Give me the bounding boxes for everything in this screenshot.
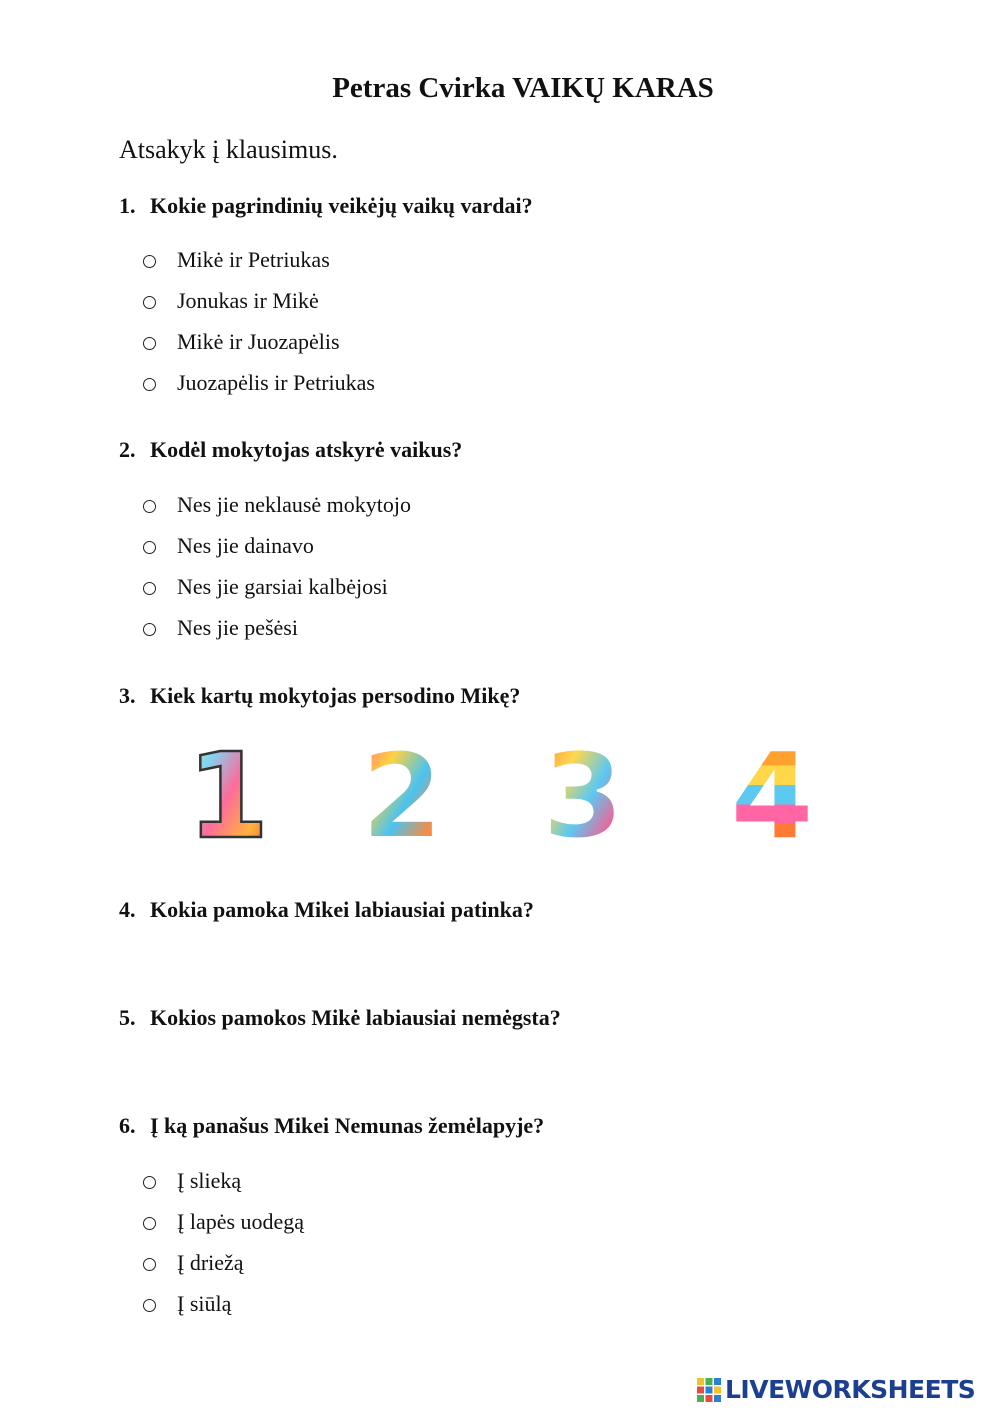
radio-circle-icon[interactable] <box>143 1217 156 1230</box>
radio-circle-icon[interactable] <box>143 541 156 554</box>
option-label: Juozapėlis ir Petriukas <box>177 370 375 395</box>
liveworksheets-logo-icon <box>696 1377 722 1403</box>
question-2-options <box>143 484 411 648</box>
logo-text: LIVEWORKSHEETS <box>725 1375 976 1404</box>
answer-option[interactable] <box>143 1201 304 1242</box>
radio-circle-icon[interactable] <box>143 1299 156 1312</box>
digit-2-option[interactable] <box>347 725 457 855</box>
question-number: 1. <box>119 193 136 218</box>
question-4 <box>119 897 534 923</box>
answer-option[interactable] <box>143 1242 304 1283</box>
option-label: Nes jie neklausė mokytojo <box>177 492 412 517</box>
question-6-options <box>143 1160 304 1324</box>
question-number: 3. <box>119 683 136 708</box>
radio-circle-icon[interactable] <box>143 1258 156 1271</box>
radio-circle-icon[interactable] <box>143 582 156 595</box>
question-text: Į ką panašus Mikei Nemunas žemėlapyje? <box>150 1113 545 1138</box>
answer-option[interactable] <box>143 607 411 648</box>
question-number: 2. <box>119 437 136 462</box>
option-label: Į driežą <box>177 1250 244 1275</box>
question-text: Kiek kartų mokytojas persodino Mikę? <box>150 683 521 708</box>
radio-circle-icon[interactable] <box>143 337 156 350</box>
question-2 <box>119 437 462 463</box>
digit-label: 4 <box>730 727 814 855</box>
liveworksheets-logo <box>696 1375 975 1404</box>
digit-3-option[interactable] <box>528 725 638 855</box>
radio-circle-icon[interactable] <box>143 255 156 268</box>
question-text: Kokie pagrindinių veikėjų vaikų vardai? <box>150 193 533 218</box>
answer-option[interactable] <box>143 525 411 566</box>
radio-circle-icon[interactable] <box>143 500 156 513</box>
radio-circle-icon[interactable] <box>143 1176 156 1189</box>
answer-option[interactable] <box>143 362 375 403</box>
digit-4-option[interactable] <box>717 725 827 855</box>
answer-option[interactable] <box>143 1160 304 1201</box>
radio-circle-icon[interactable] <box>143 623 156 636</box>
digit-1-option[interactable] <box>173 725 283 855</box>
question-number: 4. <box>119 897 136 922</box>
question-text: Kokios pamokos Mikė labiausiai nemėgsta? <box>150 1005 561 1030</box>
option-label: Jonukas ir Mikė <box>177 288 319 313</box>
question-text: Kokia pamoka Mikei labiausiai patinka? <box>150 897 534 922</box>
option-label: Į lapės uodegą <box>177 1209 305 1234</box>
question-text: Kodėl mokytojas atskyrė vaikus? <box>150 437 463 462</box>
option-label: Į slieką <box>177 1168 242 1193</box>
option-label: Nes jie garsiai kalbėjosi <box>177 574 388 599</box>
question-6 <box>119 1113 544 1139</box>
option-label: Į siūlą <box>177 1291 232 1316</box>
answer-option[interactable] <box>143 1283 304 1324</box>
question-3 <box>119 683 520 709</box>
digit-label: 2 <box>360 727 444 855</box>
question-1 <box>119 193 533 219</box>
page-title: Petras Cvirka VAIKŲ KARAS <box>332 72 714 104</box>
radio-circle-icon[interactable] <box>143 378 156 391</box>
answer-option[interactable] <box>143 280 375 321</box>
option-label: Nes jie dainavo <box>177 533 314 558</box>
question-5 <box>119 1005 561 1031</box>
answer-option[interactable] <box>143 484 411 525</box>
digit-label: 3 <box>541 727 625 855</box>
answer-option[interactable] <box>143 239 375 280</box>
digit-label: 1 <box>186 727 270 855</box>
question-1-options <box>143 239 375 403</box>
option-label: Nes jie pešėsi <box>177 615 298 640</box>
question-number: 6. <box>119 1113 136 1138</box>
option-label: Mikė ir Petriukas <box>177 247 330 272</box>
answer-option[interactable] <box>143 321 375 362</box>
question-number: 5. <box>119 1005 136 1030</box>
instruction-text: Atsakyk į klausimus. <box>119 135 338 164</box>
radio-circle-icon[interactable] <box>143 296 156 309</box>
answer-option[interactable] <box>143 566 411 607</box>
option-label: Mikė ir Juozapėlis <box>177 329 340 354</box>
